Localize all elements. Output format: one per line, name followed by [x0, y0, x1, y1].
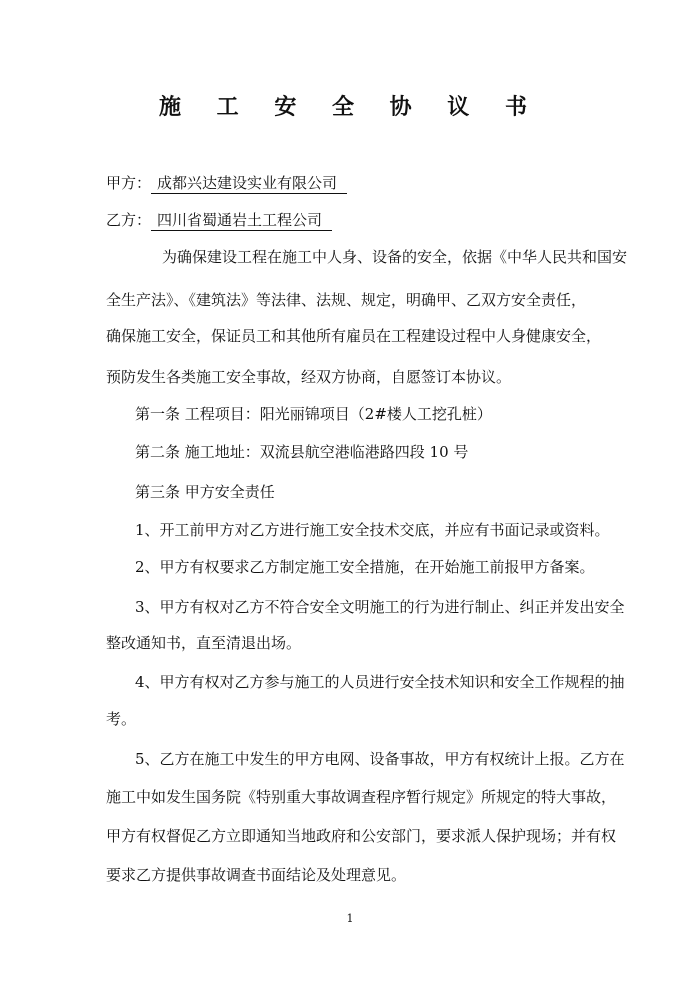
intro-line: 为确保建设工程在施工中人身、设备的安全，依据《中华人民共和国安 — [162, 248, 628, 266]
document-title: 施 工 安 全 协 议 书 — [159, 95, 541, 120]
article-2: 第二条 施工地址：双流县航空港临港路四段 10 号 — [135, 443, 469, 461]
party-b-value: 四川省蜀通岩土工程公司 — [151, 209, 332, 231]
item-4-line: 考。 — [106, 710, 137, 728]
item-2: 2、甲方有权要求乙方制定施工安全措施，在开始施工前报甲方备案。 — [135, 558, 595, 576]
party-a — [106, 172, 347, 194]
article-1: 第一条 工程项目：阳光丽锦项目（2#楼人工挖孔桩） — [135, 405, 492, 423]
party-b-label: 乙方： — [106, 211, 152, 229]
item-5-line: 5、乙方在施工中发生的甲方电网、设备事故，甲方有权统计上报。乙方在 — [135, 750, 625, 768]
item-3-line: 3、甲方有权对乙方不符合安全文明施工的行为进行制止、纠正并发出安全 — [135, 598, 625, 616]
party-b — [106, 209, 332, 231]
party-a-label: 甲方： — [106, 174, 152, 192]
party-a-value: 成都兴达建设实业有限公司 — [151, 172, 347, 194]
article-3: 第三条 甲方安全责任 — [135, 483, 275, 501]
item-4-line: 4、甲方有权对乙方参与施工的人员进行安全技术知识和安全工作规程的抽 — [135, 673, 625, 691]
intro-line: 确保施工安全，保证员工和其他所有雇员在工程建设过程中人身健康安全， — [106, 327, 602, 345]
item-5-line: 施工中如发生国务院《特别重大事故调查程序暂行规定》所规定的特大事故， — [106, 788, 617, 806]
intro-line: 预防发生各类施工安全事故，经双方协商，自愿签订本协议。 — [106, 368, 512, 386]
item-5-line: 要求乙方提供事故调查书面结论及处理意见。 — [106, 866, 407, 884]
item-5-line: 甲方有权督促乙方立即通知当地政府和公安部门，要求派人保护现场；并有权 — [106, 827, 617, 845]
item-3-line: 整改通知书，直至清退出场。 — [106, 634, 302, 652]
intro-line: 全生产法》、《建筑法》等法律、法规、规定，明确甲、乙双方安全责任， — [106, 291, 587, 309]
page-number: 1 — [346, 912, 354, 925]
item-1: 1、开工前甲方对乙方进行施工安全技术交底，并应有书面记录或资料。 — [135, 521, 610, 539]
